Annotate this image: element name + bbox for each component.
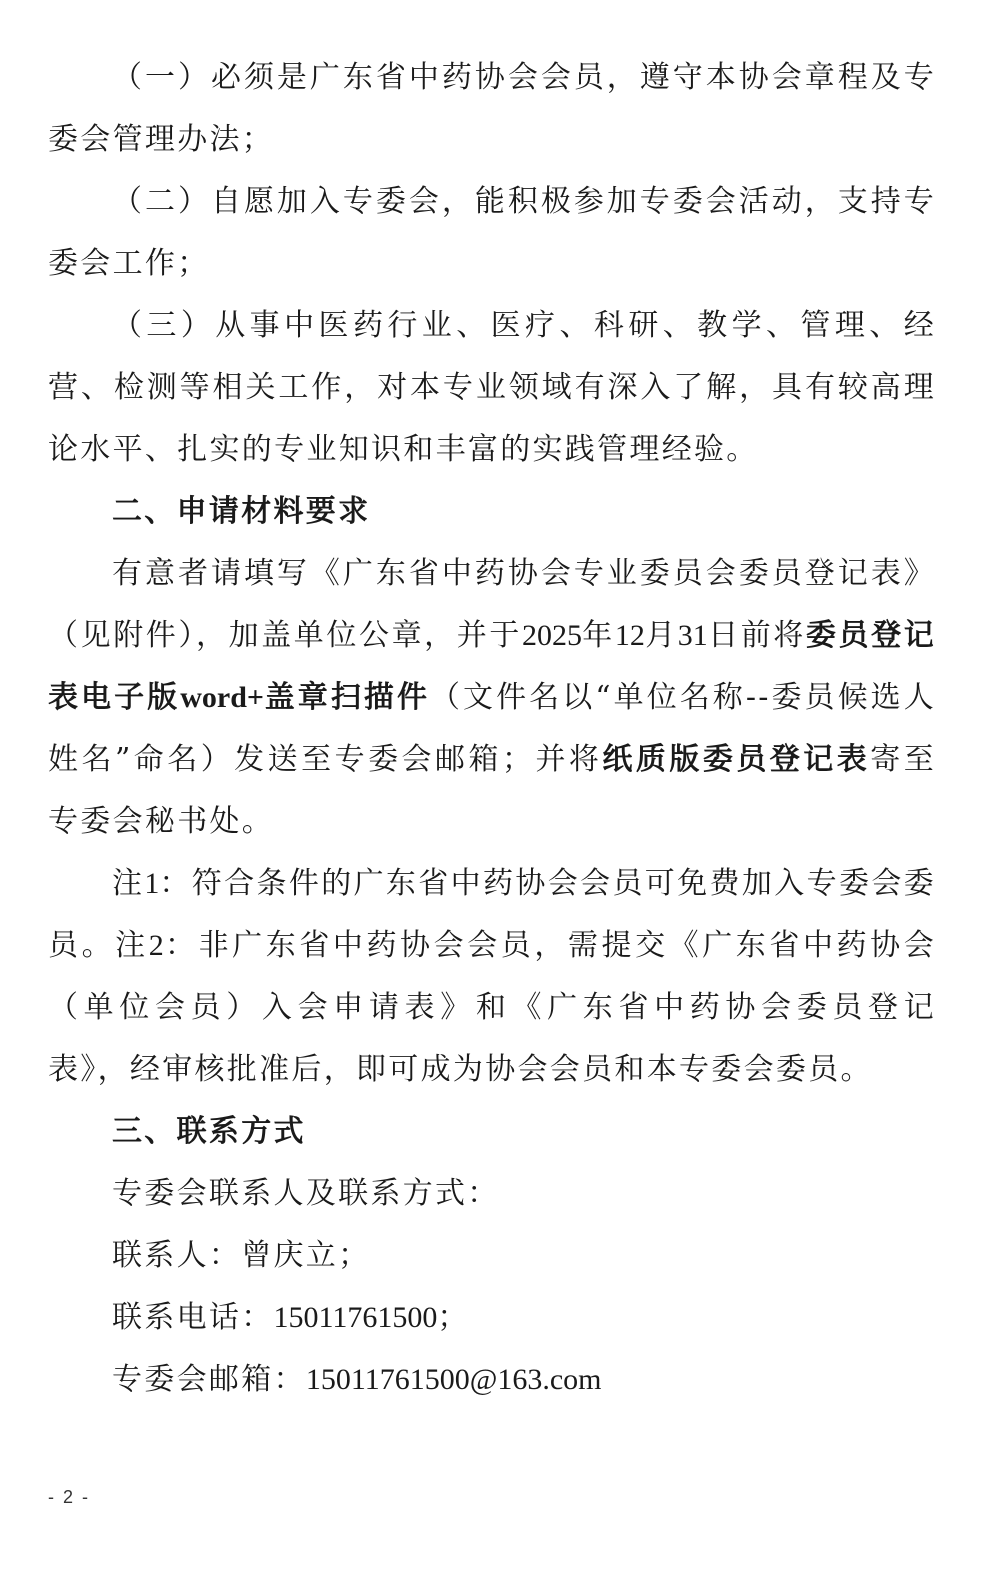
materials-text-f: 寄至专委会秘书处。 bbox=[48, 742, 937, 839]
contact-email-label: 专委会邮箱： bbox=[112, 1362, 306, 1397]
document-page bbox=[48, 47, 936, 1411]
bold-scanned-copy: 盖章扫描件 bbox=[263, 680, 430, 715]
bold-paper-form: 纸质版委员登记表 bbox=[602, 742, 871, 777]
note-1-number: 1 bbox=[144, 867, 160, 900]
materials-paragraph bbox=[48, 543, 936, 853]
note-text-a: 注 bbox=[112, 866, 145, 901]
contact-person-label: 联系人： bbox=[112, 1238, 242, 1273]
contact-phone-end: ； bbox=[437, 1300, 470, 1335]
contact-person-line bbox=[48, 1225, 936, 1287]
contact-email-line bbox=[48, 1349, 936, 1411]
contact-phone-number: 15011761500 bbox=[273, 1301, 438, 1334]
note-text-c: ：非广东省中药协会会员，需提交《广东省中药协会（单位会员）入会申请表》和《广东省中药协会委员登记表》，经审核批准后，即可成为协会会员和本专委会委员。 bbox=[48, 928, 936, 1087]
note-text-b: ：符合条件的广东省中药协会会员可免费加入专委会委员。注 bbox=[48, 866, 936, 963]
materials-text-e: （文件名以“单位名称--委员候选人姓名”命名）发送至专委会邮箱；并将 bbox=[48, 680, 936, 777]
materials-text-c: 月 bbox=[644, 618, 678, 653]
deadline-day: 31 bbox=[677, 619, 708, 652]
contact-phone-line bbox=[48, 1287, 936, 1349]
deadline-year: 2025 bbox=[521, 619, 582, 652]
bold-electronic-form: 委员登记表电子版 bbox=[48, 618, 937, 715]
materials-text-b: 年 bbox=[581, 618, 615, 653]
contact-phone-label: 联系电话： bbox=[112, 1300, 274, 1335]
contact-intro: 专委会联系人及联系方式： bbox=[112, 1176, 500, 1211]
requirement-item-2: （二）自愿加入专委会，能积极参加专委会活动，支持专委会工作； bbox=[48, 184, 936, 281]
materials-text-a: 有意者请填写《广东省中药协会专业委员会委员登记表》（见附件），加盖单位公章，并于 bbox=[48, 556, 936, 653]
section-heading-materials: 二、申请材料要求 bbox=[112, 494, 371, 529]
section-heading-contact: 三、联系方式 bbox=[112, 1114, 306, 1149]
deadline-month: 12 bbox=[614, 619, 645, 652]
note-2-number: 2 bbox=[148, 929, 164, 962]
contact-email-address: 15011761500@163.com bbox=[305, 1363, 602, 1396]
materials-text-d: 日前将 bbox=[707, 618, 806, 653]
contact-person-name: 曾庆立； bbox=[241, 1238, 371, 1273]
notes-paragraph bbox=[48, 853, 936, 1101]
page-number: - 2 - bbox=[48, 1487, 91, 1507]
requirement-item-3: （三）从事中医药行业、医疗、科研、教学、管理、经营、检测等相关工作，对本专业领域有深入了解，具有较高理论水平、扎实的专业知识和丰富的实践管理经验。 bbox=[48, 308, 936, 467]
bold-word-format: word+ bbox=[180, 681, 264, 714]
requirement-item-1: （一）必须是广东省中药协会会员，遵守本协会章程及专委会管理办法； bbox=[48, 60, 936, 157]
